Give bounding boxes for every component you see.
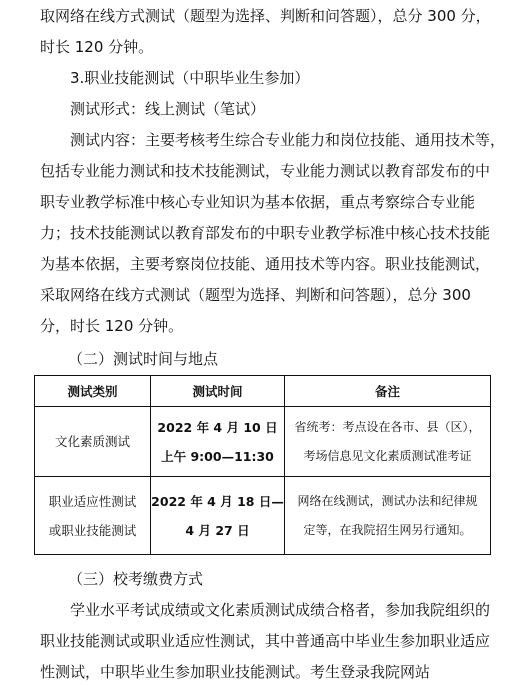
paragraph-line: 测试形式：线上测试（笔试）: [70, 100, 266, 118]
time-line: 4 月 27 日: [185, 522, 250, 538]
note-line: 定等，在我院招生网另行通知。: [303, 522, 472, 537]
category-cell: [35, 407, 151, 477]
section-subheading: 3.职业技能测试（中职毕业生参加）: [70, 69, 310, 87]
header-category: 测试类别: [35, 376, 151, 407]
paragraph-line: 分，时长 120 分钟。: [40, 317, 184, 335]
table-row: [35, 477, 491, 555]
paragraph-line: 包括专业能力测试和技术技能测试，专业能力测试以教育部发布的中: [40, 162, 491, 180]
category-text: 文化素质测试: [54, 434, 130, 449]
time-line: 2022 年 4 月 10 日: [157, 419, 278, 435]
paragraph-line: 职专业教学标准中核心专业知识为基本依据，重点考察综合专业能: [40, 193, 476, 211]
header-time: 测试时间: [151, 376, 285, 407]
time-line: 2022 年 4 月 18 日—: [151, 493, 284, 509]
paragraph-line: 性测试，中职毕业生参加职业技能测试。考生登录我院网站: [40, 663, 431, 681]
note-cell: [285, 407, 491, 477]
category-text: 或职业技能测试: [48, 522, 137, 538]
paragraph-line: 测试内容：主要考核考生综合专业能力和岗位技能、通用技术等，: [70, 131, 506, 149]
paragraph-line: 时长 120 分钟。: [40, 38, 154, 56]
time-line: 上午 9:00—11:30: [161, 448, 274, 464]
paragraph-line: 职业技能测试或职业适应性测试，其中普通高中毕业生参加职业适应: [40, 632, 491, 650]
section-heading: （二）测试时间与地点: [68, 350, 219, 368]
paragraph-line: 采取网络在线方式测试（题型为选择、判断和问答题），总分 300: [40, 286, 471, 304]
paragraph-line: 为基本依据，主要考察岗位技能、通用技术等内容。职业技能测试，: [40, 255, 491, 273]
section-heading: （三）校考缴费方式: [68, 570, 204, 588]
note-line: 考场信息见文化素质测试准考证: [303, 448, 472, 463]
header-note: 备注: [285, 376, 491, 407]
category-cell: [35, 477, 151, 555]
schedule-table: [34, 375, 491, 555]
paragraph-line: 学业水平考试成绩或文化素质测试成绩合格者，参加我院组织的: [70, 601, 491, 619]
note-cell: [285, 477, 491, 555]
table-header-row: [35, 376, 491, 407]
table-row: [35, 407, 491, 477]
note-line: 省统考：考点设在各市、县（区），: [294, 419, 481, 434]
time-cell: [151, 477, 285, 555]
time-cell: [151, 407, 285, 477]
paragraph-line: 力；技术技能测试以教育部发布的中职专业教学标准中核心技术技能: [40, 224, 491, 242]
note-line: 网络在线测试，测试办法和纪律规: [297, 493, 478, 508]
category-text: 职业适应性测试: [48, 493, 137, 509]
paragraph-line: 取网络在线方式测试（题型为选择、判断和问答题），总分 300 分，: [40, 7, 491, 25]
